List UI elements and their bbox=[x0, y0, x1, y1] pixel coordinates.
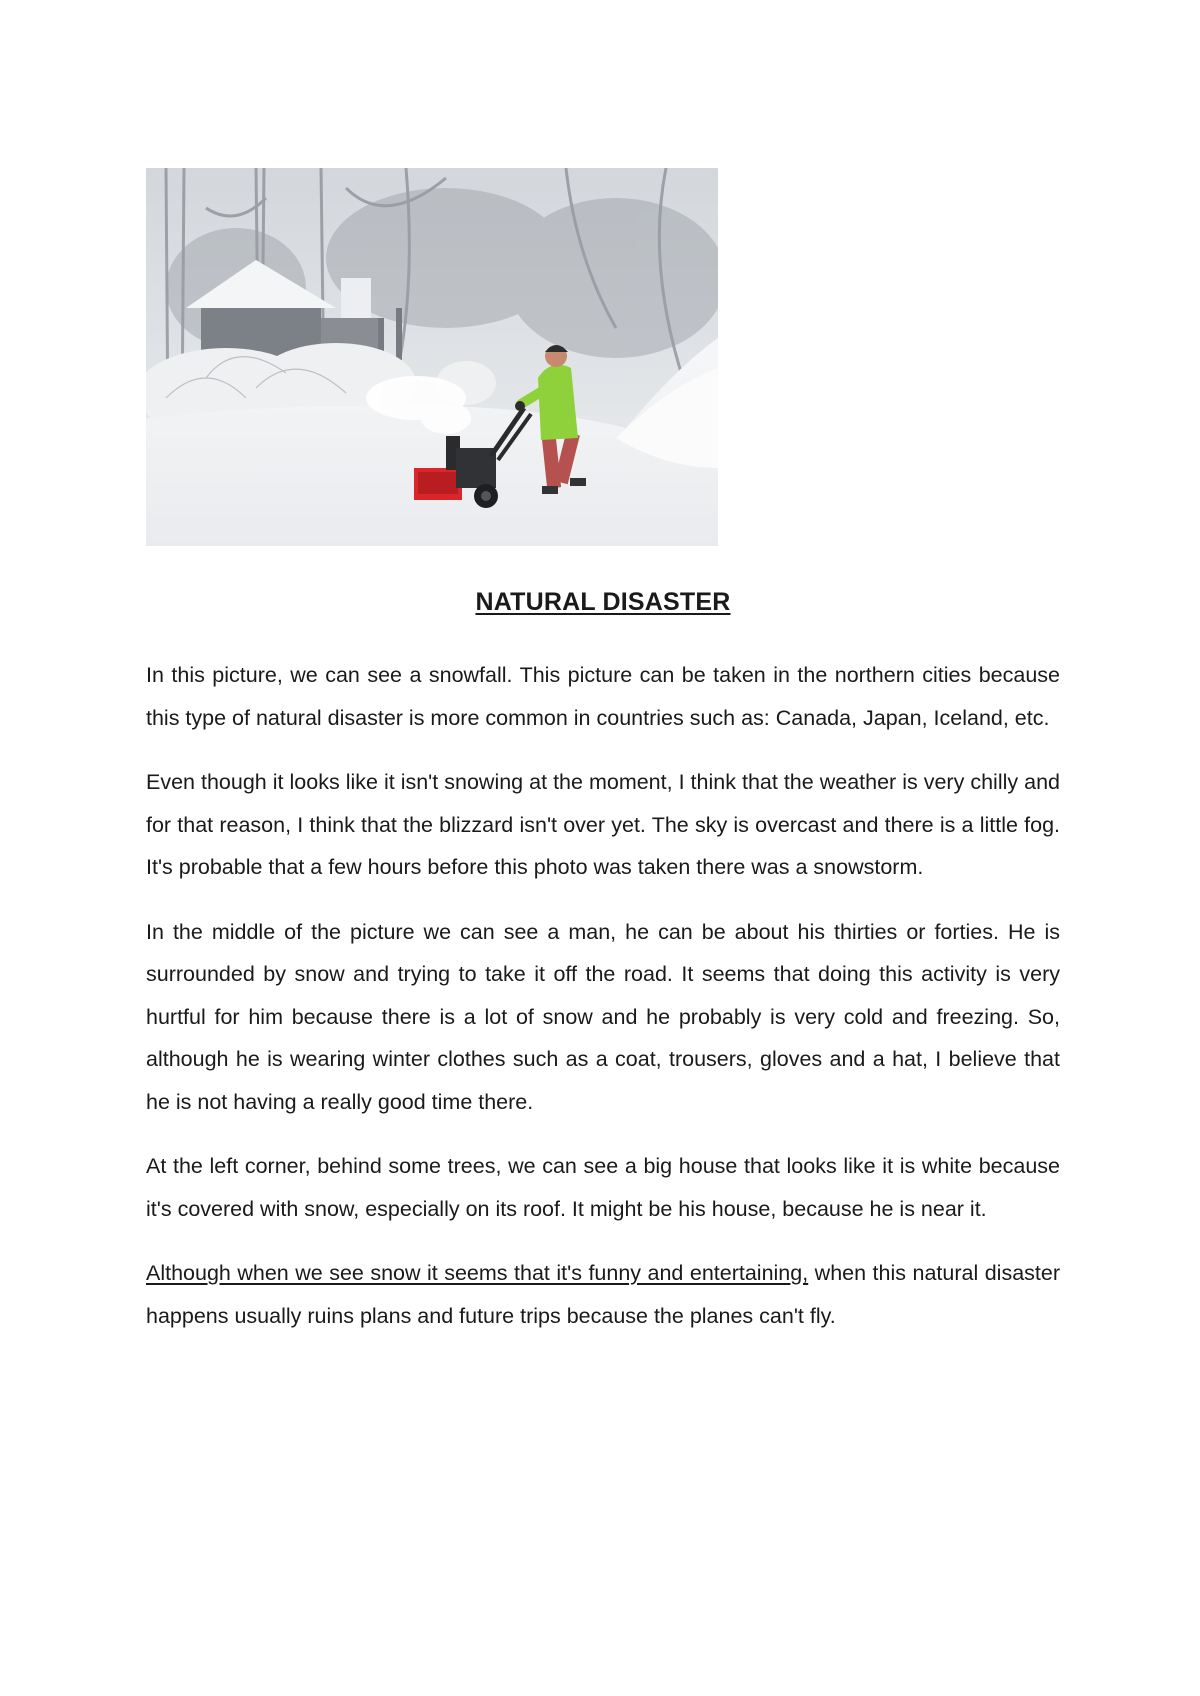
paragraph-3-text: In the middle of the picture we can see a man, he can be about his thirties or forties. He is surrounded by snow and trying to take it off the road. It seems that doing this activity is very hurtful for him because there is a lot of snow and he probably is very cold and freezing. So, although he is wearing winter clothes such as a coat, trousers, gloves and a hat, I believe that he is not having a really good time there. bbox=[146, 919, 1060, 1114]
paragraph-5-text: when this natural disaster happens usually ruins plans and future trips because the planes can't fly. bbox=[146, 1261, 1060, 1328]
snowfall-photo-illustration bbox=[146, 168, 718, 546]
paragraph-2 bbox=[146, 761, 1060, 889]
paragraph-1-text: In this picture, we can see a snowfall. This picture can be taken in the northern cities because this type of natural disaster is more common in countries such as: Canada, Japan, Iceland, etc. bbox=[146, 663, 1060, 730]
paragraph-4-text: At the left corner, behind some trees, we can see a big house that looks like it is white because it's covered with snow, especially on its roof. It might be his house, because he is near it. bbox=[146, 1154, 1060, 1221]
paragraph-3 bbox=[146, 911, 1060, 1124]
document-title: NATURAL DISASTER bbox=[475, 588, 731, 616]
snowfall-photo bbox=[146, 168, 718, 546]
paragraph-5-underlined-text: Although when we see snow it seems that it's funny and entertaining, bbox=[146, 1261, 809, 1285]
paragraph-1 bbox=[146, 654, 1060, 739]
document-body bbox=[146, 654, 1060, 1359]
paragraph-5 bbox=[146, 1252, 1060, 1337]
paragraph-2-text: Even though it looks like it isn't snowing at the moment, I think that the weather is very chilly and for that reason, I think that the blizzard isn't over yet. The sky is overcast and there is a little fog. It's probable that a few hours before this photo was taken there was a snowstorm. bbox=[146, 770, 1060, 879]
paragraph-4 bbox=[146, 1145, 1060, 1230]
